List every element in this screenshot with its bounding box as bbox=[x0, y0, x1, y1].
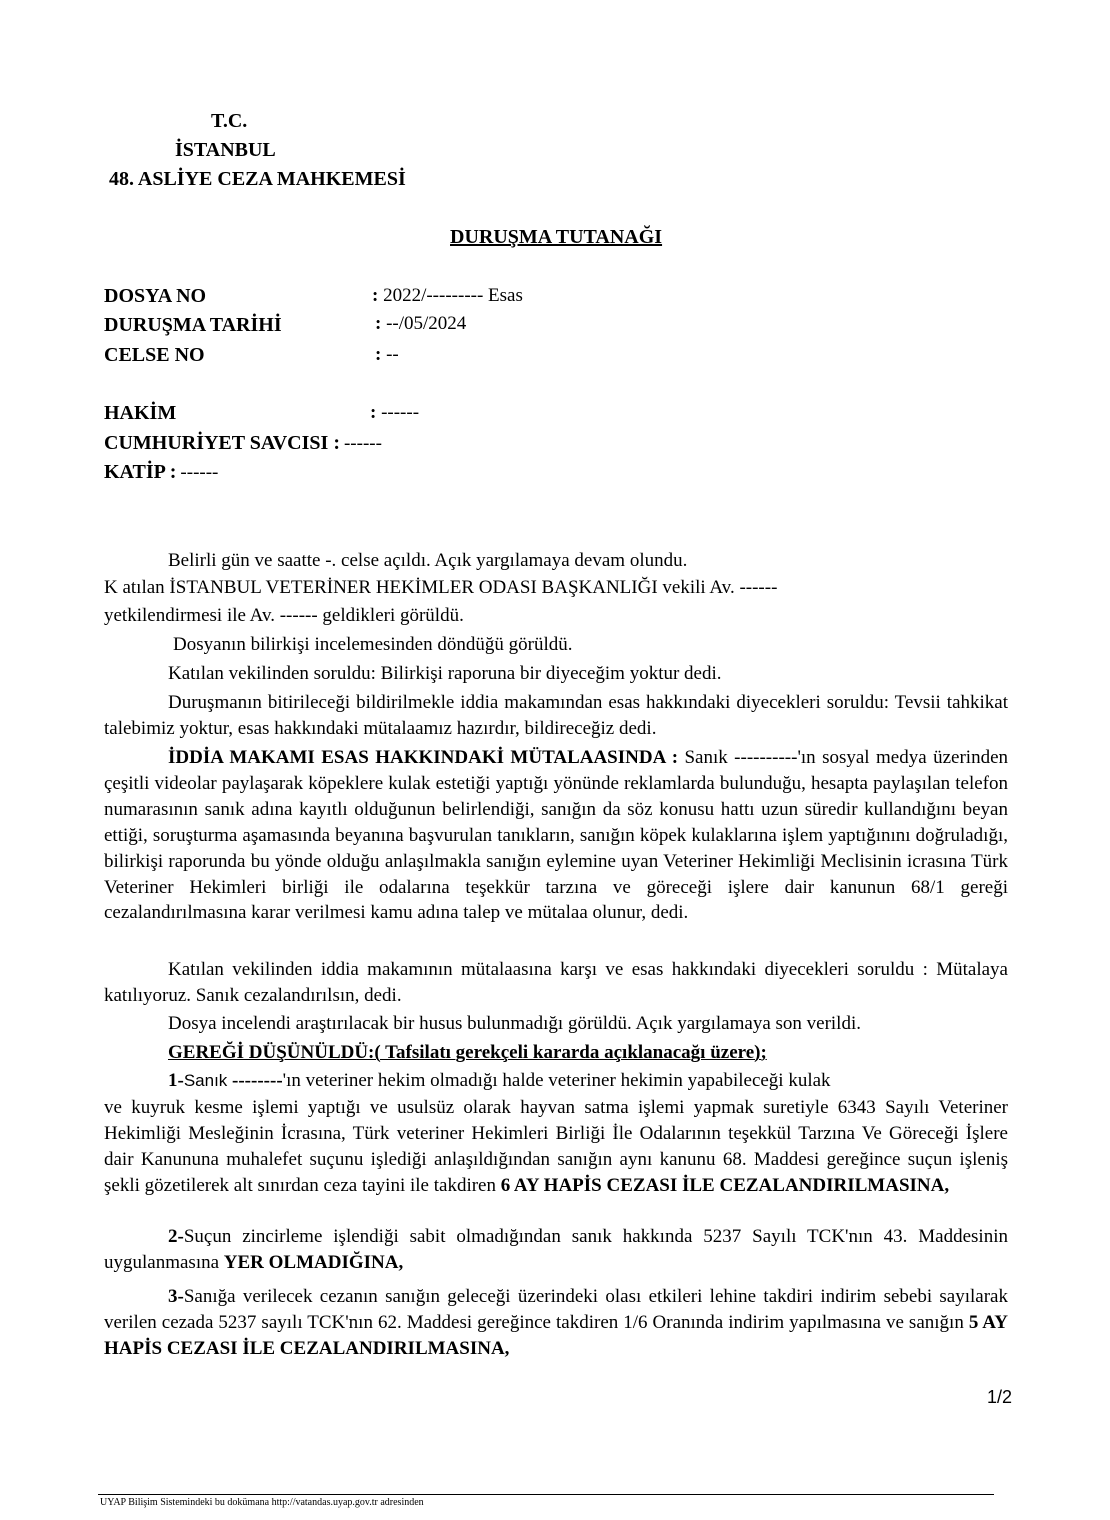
item2-decision: YER OLMADIĞINA, bbox=[223, 1251, 404, 1273]
paragraph-plaintiff-response: Katılan vekilinden iddia makamının mütalaasına karşı ve esas hakkındaki diyecekleri soruldu : Mütalaya katılıyoruz. Sanık cezalandırılsın, dedi. bbox=[104, 959, 1008, 1006]
dosya-value: : 2022/--------- Esas bbox=[372, 285, 523, 306]
paragraph-prosecution-opinion: İDDİA MAKAMI ESAS HAKKINDAKİ MÜTALAASINDA : Sanık ----------'ın sosyal medya üzerinden çeşitli videolar paylaşarak köpeklere kulak estetiği yaptığı yönünde reklamlarda bulunduğu, hesapta paylaşılan telefon numarasının sanık adına kayıtlı olduğunun belirlendiği, sanığın da söz konusu hattı uzun süredir kullandığını beyan ettiği, soruşturma aşamasında beyanına başvurulan tanıkların, sanığın köpek kulaklarına işlem yaptığınını doğruladığı, bilirkişi raporunda bu yönde olduğu anlaşılmakla sanığın eylemine uyan Veteriner Hekimliği Meclisinin icrasına Türk Veteriner Hekimleri birliği ile odalarına teşekkür tarzına ve göreceği işlere dair kanunun 68/1 gereği cezalandırılmasına karar verilmesi kamu adına talep ve mütalaa olunur, dedi. bbox=[104, 747, 1008, 924]
item1-text: ve kuyruk kesme işlemi yaptığı ve usulsüz olarak hayvan satma işlemi yapmak suretiyle 6343 Sayılı Veteriner Hekimliği Mesleğinin İcrasına, Türk veteriner Hekimleri Birliği İle Odalarının teşekkül Tarzına Ve Göreceği İşlere dair Kanununa muhalefet suçunu işlediği anlaşıldığından sanığın aynı kanunu 68. Maddesi gereğince suçun işleniş şekli gözetilerek alt sınırdan ceza tayini ile takdiren 6 AY HAPİS CEZASI İLE CEZALANDIRILMASINA, bbox=[104, 1097, 1008, 1196]
footer-divider bbox=[98, 1494, 994, 1495]
item1-first-line: 1-Sanık --------'ın veteriner hekim olmadığı halde veteriner hekimin yapabileceği kulak bbox=[168, 1070, 831, 1091]
durusma-value: : --/05/2024 bbox=[375, 313, 467, 334]
celse-label: CELSE NO bbox=[104, 344, 205, 366]
item1-sentence: 6 AY HAPİS CEZASI İLE CEZALANDIRILMASINA, bbox=[500, 1174, 950, 1196]
item3-sentence: 5 AY HAPİS CEZASI İLE CEZALANDIRILMASINA, bbox=[104, 1311, 1008, 1359]
savci-label: CUMHURİYET SAVCISI : bbox=[104, 432, 340, 454]
dosya-label: DOSYA NO bbox=[104, 285, 207, 307]
katip-value: ------ bbox=[180, 462, 219, 483]
savci-value: ------ bbox=[343, 433, 382, 454]
page-number: 1/2 bbox=[986, 1387, 1012, 1407]
katip-label: KATİP : bbox=[104, 461, 177, 483]
header-court: 48. ASLİYE CEZA MAHKEMESİ bbox=[109, 168, 406, 190]
katip-row bbox=[104, 461, 218, 484]
hakim-label: HAKİM bbox=[104, 402, 177, 424]
durusma-label: DURUŞMA TARİHİ bbox=[104, 314, 282, 336]
paragraph-closure: Dosya incelendi araştırılacak bir husus bulunmadığı görüldü. Açık yargılamaya son verildi. bbox=[168, 1013, 861, 1034]
paragraph-opening: Belirli gün ve saatte -. celse açıldı. Açık yargılamaya devam olundu. bbox=[168, 550, 688, 571]
decision-heading: GEREĞİ DÜŞÜNÜLDÜ:( Tafsilatı gerekçeli kararda açıklanacağı üzere); bbox=[168, 1042, 767, 1063]
paragraph-question: Katılan vekilinden soruldu: Bilirkişi raporuna bir diyeceğim yoktur dedi. bbox=[168, 663, 722, 684]
footer-text: UYAP Bilişim Sistemindeki bu dokümana http://vatandas.uyap.gov.tr adresinden bbox=[100, 1497, 424, 1508]
header-city: İSTANBUL bbox=[175, 139, 276, 161]
paragraph-end-trial: Duruşmanın bitirileceği bildirilmekle iddia makamından esas hakkındaki diyecekleri soruldu: Tevsii tahkikat talebimiz yoktur, esas hakkındaki mütalaamız hazırdır, bildireceğiz dedi. bbox=[104, 692, 1008, 739]
paragraph-attendance-2: yetkilendirmesi ile Av. ------ geldikleri görüldü. bbox=[104, 605, 464, 626]
item3-text: 3-Sanığa verilecek cezanın sanığın geleceği üzerindeki olası etkileri lehine takdiri indirim sebebi sayılarak verilen cezada 5237 sayılı TCK'nın 62. Maddesi gereğince takdiren 1/6 Oranında indirim yapılmasına ve sanığın 5 AY HAPİS CEZASI İLE CEZALANDIRILMASINA, bbox=[104, 1286, 1008, 1359]
document-title: DURUŞMA TUTANAĞI bbox=[450, 226, 663, 248]
hakim-value: : ------ bbox=[370, 402, 420, 423]
item2-text: 2-Suçun zincirleme işlendiği sabit olmadığından sanık hakkında 5237 Sayılı TCK'nın 43. Maddesinin uygulanmasına YER OLMADIĞINA, bbox=[104, 1226, 1008, 1273]
savci-row bbox=[104, 432, 382, 455]
dosya-value-text: 2022/--------- Esas bbox=[383, 285, 523, 306]
header-tc: T.C. bbox=[211, 110, 248, 132]
prosecution-heading: İDDİA MAKAMI ESAS HAKKINDAKİ MÜTALAASINDA : bbox=[168, 747, 679, 768]
celse-value: : -- bbox=[375, 344, 399, 365]
paragraph-attendance-1: K atılan İSTANBUL VETERİNER HEKİMLER ODASI BAŞKANLIĞI vekili Av. ------ bbox=[104, 577, 778, 598]
paragraph-expert: Dosyanın bilirkişi incelemesinden döndüğü görüldü. bbox=[173, 634, 573, 655]
